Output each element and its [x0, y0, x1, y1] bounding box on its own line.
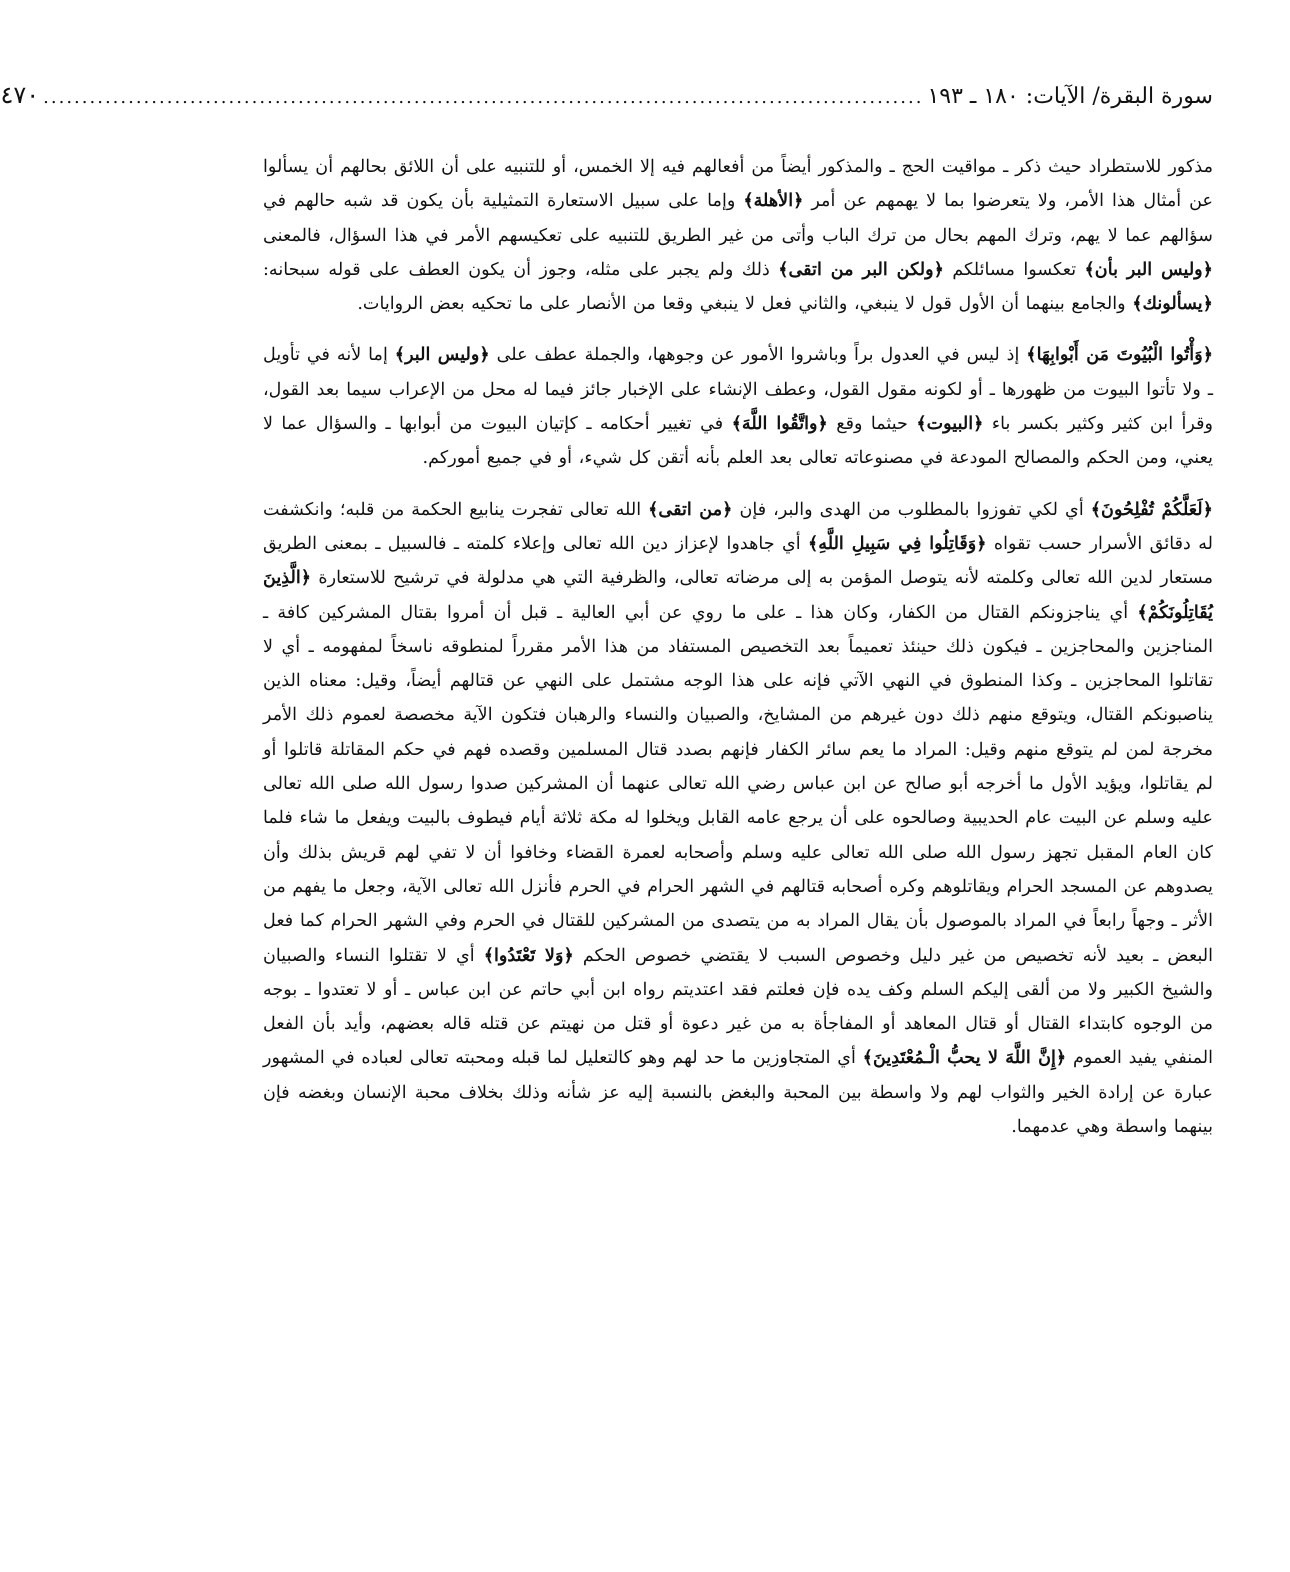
commentary-text: ذلك ولم يجبر على مثله، وجوز أن يكون العطف على قوله سبحانه:	[263, 259, 779, 280]
commentary-text: والجامع بينهما أن الأول قول لا ينبغي، والثاني فعل لا ينبغي وقعا من الأنصار على ما تحكيه بعض الروايات.	[357, 294, 1133, 315]
body-text	[263, 150, 1213, 1144]
paragraph-2	[263, 338, 1213, 475]
paragraph-3	[263, 493, 1213, 1145]
commentary-text: الله تعالى تفجرت ينابيع الحكمة من قلبه؛ وانكشفت له دقائق الأسرار حسب تقواه	[263, 499, 1213, 554]
quran-quote: ﴿وَلا تَعْتَدُوا﴾	[483, 944, 574, 966]
header-dot-leader: ..................................................................................................................	[43, 87, 924, 108]
running-header	[0, 80, 1213, 110]
quran-quote: ﴿وَقَاتِلُوا فِي سَبِيلِ اللَّهِ﴾	[808, 532, 987, 554]
quran-quote: ﴿لَعَلَّكُمْ تُفْلِحُونَ﴾	[1090, 498, 1213, 520]
commentary-text: أي لكي تفوزوا بالمطلوب من الهدى والبر، فإن	[732, 499, 1091, 520]
quran-quote: ﴿الَّذِينَ يُقَاتِلُونَكُمْ﴾	[263, 567, 1213, 623]
commentary-text: مذكور للاستطراد حيث ذكر ـ مواقيت الحج ـ والمذكور أيضاً من أفعالهم فيه إلا الخمس، أو للتنبيه على أن اللائق بحالهم أن يسألوا عن أمثال هذا الأمر، ولا يتعرضوا بما لا يهمهم عن أمر	[263, 157, 1213, 212]
commentary-text: أي جاهدوا لإعزاز دين الله تعالى وإعلاء كلمته ـ فالسبيل ـ بمعنى الطريق مستعار لدين الله تعالى وكلمته لأنه يتوصل المؤمن به إلى مرضاته تعالى، والظرفية التي هي مدلولة في ترشيح للاستعارة	[263, 533, 1213, 589]
quran-quote: ﴿وليس البر﴾	[394, 344, 490, 366]
quran-quote: ﴿وليس البر بأن﴾	[1084, 258, 1213, 280]
quran-quote: ﴿وَأْتُوا الْبُيُوتَ مَن أَبْوابِهَا﴾	[1026, 344, 1213, 366]
paragraph-1	[263, 150, 1213, 321]
quran-quote: ﴿البيوت﴾	[916, 413, 984, 435]
commentary-text: أي المتجاوزين ما حد لهم وهو كالتعليل لما قبله ومحبته تعالى لعباده في المشهور عبارة عن إرادة الخير والثواب لهم ولا واسطة بين المحبة والبغض بالنسبة إليه عز شأنه وذلك بخلاف محبة الإنسان وبغضه فإن بينهما واسطة وهي عدمهما.	[263, 1048, 1213, 1138]
commentary-text: في تغيير أحكامه ـ كإتيان البيوت من أبوابها ـ والسؤال عما لا يعني، ومن الحكم والمصالح المودعة في مصنوعاته تعالى بعد العلم بأنه أتقن كل شيء، أو في جميع أموركم.	[263, 414, 1213, 469]
quran-quote: ﴿الأهلة﴾	[743, 190, 804, 212]
quran-quote: ﴿واتَّقُوا اللَّهَ﴾	[731, 413, 828, 435]
commentary-text: أي لا تقتلوا النساء والصبيان والشيخ الكبير ولا من ألقى إليكم السلم وكف يده فإن فعلتم فقد اعتديتم رواه ابن أبي حاتم عن ابن عباس ـ أو لا تعتدوا ـ بوجه من الوجوه كابتداء القتال أو قتال المعاهد أو المفاجأة به من غير دعوة أو قتل من نهيتم عن قتله قاله بعضهم، وأيد بأن الفعل المنفي يفيد العموم	[263, 945, 1213, 1069]
commentary-text: تعكسوا مسائلكم	[943, 259, 1085, 280]
commentary-text: إما لأنه في تأويل ـ ولا تأتوا البيوت من ظهورها ـ أو لكونه مقول القول، وعطف الإنشاء على الإخبار جائز فيما له محل من الإعراب سيما بعد القول، وقرأ ابن كثير وكثير بكسر باء	[263, 345, 1213, 435]
header-title: سورة البقرة/ الآيات: ١٨٠ ـ ١٩٣	[927, 84, 1213, 109]
page-number: ٤٧٠	[0, 81, 40, 109]
quran-quote: ﴿يسألونك﴾	[1132, 293, 1213, 315]
commentary-text: وإما على سبيل الاستعارة التمثيلية بأن يكون قد شبه حالهم في سؤالهم عما لا يهم، وترك المهم بحال من ترك الباب وأتى من غير الطريق للتنبيه على تعكيسهم الأمر في هذا السؤال، فالمعنى	[263, 191, 1213, 246]
commentary-text: أي يناجزونكم القتال من الكفار، وكان هذا ـ على ما روي عن أبي العالية ـ قبل أن أمروا بقتال المشركين كافة ـ المناجزين والمحاجزين ـ فيكون ذلك حينئذ تعميماً بعد التخصيص المستفاد من هذا الأمر مقرراً لمنطوقه ناسخاً لمفهومه ـ أي لا تقاتلوا المحاجزين ـ وكذا المنطوق في النهي الآتي فإنه على هذا الوجه مشتمل على النهي عن قتالهم أيضاً، وقيل: معناه الذين يناصبونكم القتال، ويتوقع منهم ذلك دون غيرهم من المشايخ، والصبيان والنساء والرهبان فتكون الآية مخصصة لعموم ذلك الأمر مخرجة لمن لم يتوقع منهم وقيل: المراد ما يعم سائر الكفار فإنهم بصدد قتال المسلمين وقصده فهم في حكم المقاتلة قاتلوا أو لم يقاتلوا، ويؤيد الأول ما أخرجه أبو صالح عن ابن عباس رضي الله تعالى عنهما أن المشركين صدوا رسول الله صلى الله تعالى عليه وسلم عن البيت عام الحديبية وصالحوه على أن يرجع عامه القابل ويخلوا له مكة ثلاثة أيام فيطوف بالبيت ويفعل ما شاء فلما كان العام المقبل تجهز رسول الله صلى الله تعالى عليه وسلم وأصحابه لعمرة القضاء وخافوا أن لا تفي لهم قريش بذلك وأن يصدوهم عن المسجد الحرام ويقاتلوهم وكره أصحابه قتالهم في الشهر الحرام في الحرم فأنزل الله تعالى الآية، وجعل ما يفهم من الأثر ـ وجهاً رابعاً في المراد بالموصول بأن يقال المراد به من يتصدى من المشركين للقتال في الحرم وفي الشهر الحرام كما فعل البعض ـ بعيد لأنه تخصيص من غير دليل وخصوص السبب لا يقتضي خصوص الحكم	[263, 602, 1213, 966]
quran-quote: ﴿إِنَّ اللَّهَ لا يحبُّ الْـمُعْتَدِينَ﴾	[862, 1047, 1067, 1069]
quran-quote: ﴿ولكن البر من اتقى﴾	[778, 258, 944, 280]
commentary-text: إذ ليس في العدول براً وباشروا الأمور عن وجوهها، والجملة عطف على	[489, 345, 1027, 366]
book-page	[0, 80, 1213, 1540]
commentary-text: حيثما وقع	[827, 414, 917, 435]
quran-quote: ﴿من اتقى﴾	[648, 498, 733, 520]
